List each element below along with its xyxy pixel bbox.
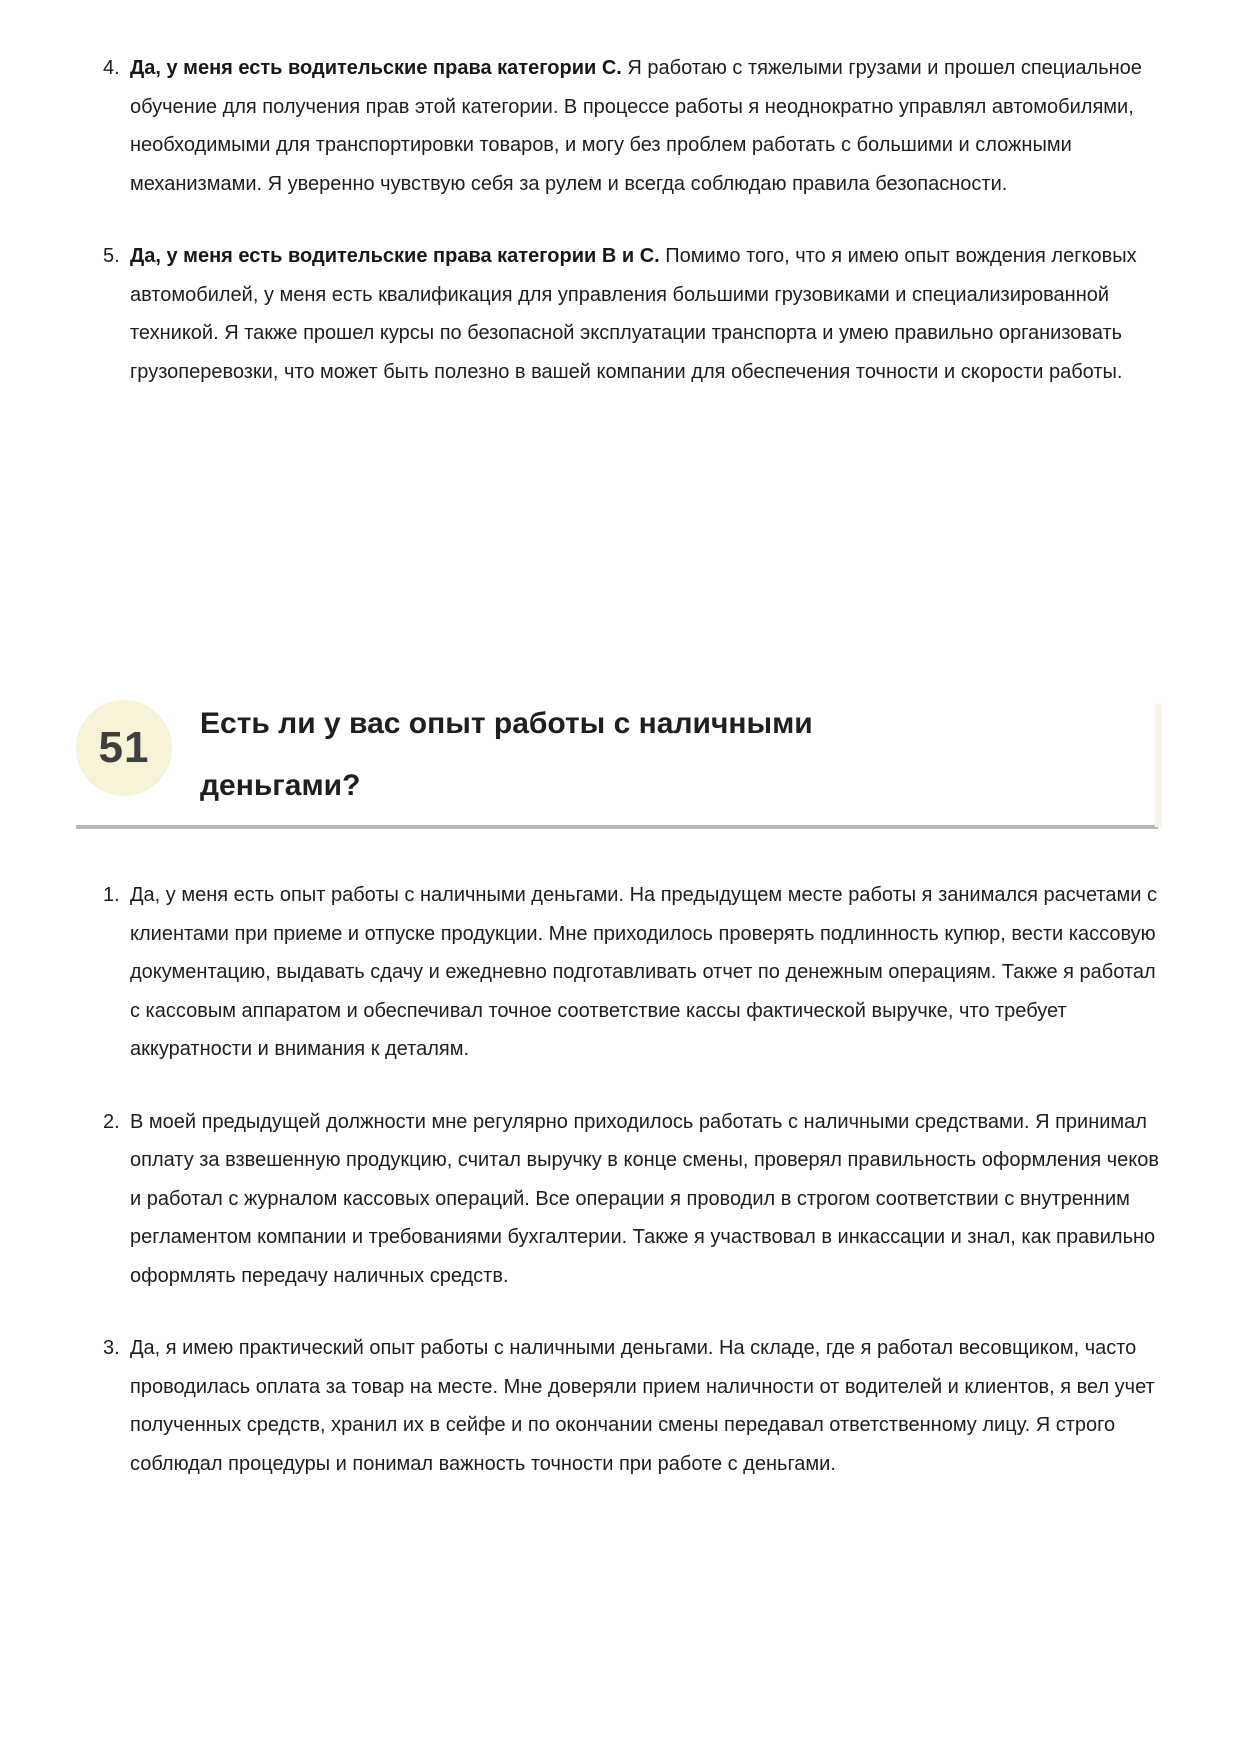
section-divider [76, 825, 1158, 829]
list-item [103, 237, 1165, 391]
right-edge-accent [1155, 703, 1162, 827]
list-item-text [130, 876, 1165, 1069]
list-item-text [130, 1329, 1165, 1483]
list-item-text [130, 49, 1165, 203]
question-heading-block [76, 693, 1163, 817]
list-item-number: 3. [103, 1337, 120, 1359]
answer-lead-bold: Да, у меня есть водительские права категории C. [130, 57, 622, 79]
answer-lead-bold: Да, у меня есть водительские права категории B и C. [130, 245, 660, 267]
list-item-number: 1. [103, 884, 120, 906]
list-item [103, 1329, 1165, 1483]
list-item [103, 876, 1165, 1069]
answer-body: В моей предыдущей должности мне регулярно приходилось работать с наличными средствами. Я принимал оплату за взвешенную продукцию, считал выручку в конце смены, проверял правильность оформления чеков и работал с журналом кассовых операций. Все операции я проводил в строгом соответствии с внутренним регламентом компании и требованиями бухгалтерии. Также я участвовал в инкассации и знал, как правильно оформлять передачу наличных средств. [130, 1110, 1160, 1287]
answer-body: Я работаю с тяжелыми грузами и прошел специальное обучение для получения прав этой категории. В процессе работы я неоднократно управлял автомобилями, необходимыми для транспортировки товаров, и могу без проблем работать с большими и сложными механизмами. Я уверенно чувствую себя за рулем и всегда соблюдаю правила безопасности. [130, 57, 1142, 195]
question-number: 51 [98, 723, 150, 772]
list-item-text [130, 1103, 1165, 1296]
list-item-number: 5. [103, 245, 120, 267]
list-item [103, 1103, 1165, 1296]
question-title: Есть ли у вас опыт работы с наличными деньгами? [200, 707, 813, 802]
answers-list-top [103, 49, 1165, 425]
question-number-badge [76, 700, 172, 796]
list-item-text [130, 237, 1165, 391]
answer-body: Да, у меня есть опыт работы с наличными деньгами. На предыдущем месте работы я занимался расчетами с клиентами при приеме и отпуске продукции. Мне приходилось проверять подлинность купюр, вести кассовую документацию, выдавать сдачу и ежедневно подготавливать отчет по денежным операциям. Также я работал с кассовым аппаратом и обеспечивал точное соответствие кассы фактической выручке, что требует аккуратности и внимания к деталям. [130, 884, 1157, 1060]
list-item-number: 2. [103, 1110, 120, 1133]
answer-body: Помимо того, что я имею опыт вождения легковых автомобилей, у меня есть квалификация для управления большими грузовиками и специализированной техникой. Я также прошел курсы по безопасной эксплуатации транспорта и умею правильно организовать грузоперевозки, что может быть полезно в вашей компании для обеспечения точности и скорости работы. [130, 245, 1137, 383]
answer-body: Да, я имею практический опыт работы с наличными деньгами. На складе, где я работал весовщиком, часто проводилась оплата за товар на месте. Мне доверяли прием наличности от водителей и клиентов, я вел учет полученных средств, хранил их в сейфе и по окончании смены передавал ответственному лицу. Я строго соблюдал процедуры и понимал важность точности при работе с деньгами. [130, 1337, 1155, 1475]
list-item [103, 49, 1165, 203]
list-item-number: 4. [103, 57, 120, 79]
answers-list-bottom [103, 876, 1165, 1517]
